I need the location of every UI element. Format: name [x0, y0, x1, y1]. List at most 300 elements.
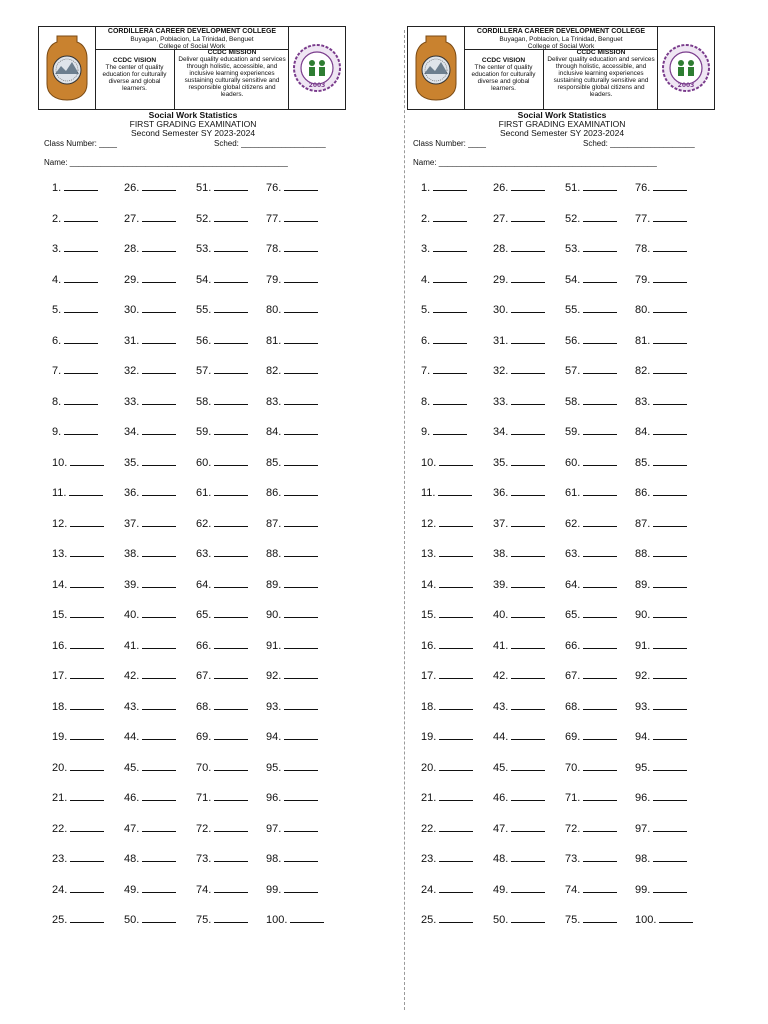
answer-blank-line[interactable]: [70, 546, 104, 557]
answer-blank-line[interactable]: [583, 668, 617, 679]
answer-item: [493, 180, 565, 211]
answer-blank-line[interactable]: [511, 455, 545, 466]
answer-blank-line[interactable]: [583, 729, 617, 740]
answer-blank-line[interactable]: [214, 333, 248, 344]
answer-number: 31.: [493, 334, 509, 347]
answer-blank-line[interactable]: [433, 424, 467, 435]
answer-blank-line[interactable]: [583, 394, 617, 405]
answer-blank-line[interactable]: [583, 455, 617, 466]
answer-blank-line[interactable]: [214, 699, 248, 710]
answer-blank-line[interactable]: [284, 485, 318, 496]
answer-blank-line[interactable]: [439, 516, 473, 527]
answer-blank-line[interactable]: [511, 272, 545, 283]
answer-number: 86.: [635, 487, 651, 499]
college-name-block: [464, 27, 658, 50]
answer-blank-line[interactable]: [290, 912, 324, 923]
answer-blank-line[interactable]: [142, 394, 176, 405]
answer-blank-line[interactable]: [583, 546, 617, 557]
answer-blank-line[interactable]: [284, 729, 318, 740]
answer-blank-line[interactable]: [511, 211, 545, 222]
answer-item: [52, 577, 124, 608]
answer-blank-line[interactable]: [511, 516, 545, 527]
answer-blank-line[interactable]: [142, 668, 176, 679]
answer-blank-line[interactable]: [64, 180, 98, 191]
answer-blank-line[interactable]: [64, 333, 98, 344]
answer-blank-line[interactable]: [511, 821, 545, 832]
answer-blank-line[interactable]: [142, 851, 176, 862]
answer-blank-line[interactable]: [439, 699, 473, 710]
answer-number: 56.: [565, 334, 581, 347]
answer-item: [124, 699, 196, 730]
answer-blank-line[interactable]: [653, 851, 687, 862]
answer-number: 45.: [493, 761, 509, 774]
answer-blank-line[interactable]: [284, 241, 318, 252]
answer-blank-line[interactable]: [653, 424, 687, 435]
answer-blank-line[interactable]: [70, 455, 104, 466]
answer-number: 66.: [196, 639, 212, 652]
answer-number: 8.: [52, 395, 62, 408]
answer-blank-line[interactable]: [583, 241, 617, 252]
answer-blank-line[interactable]: [214, 882, 248, 893]
answer-item: [635, 180, 707, 211]
answer-number: 26.: [124, 182, 140, 194]
answer-blank-line[interactable]: [214, 394, 248, 405]
answer-item: [266, 394, 338, 425]
answer-blank-line[interactable]: [583, 638, 617, 649]
answer-blank-line[interactable]: [142, 302, 176, 313]
answer-item: [493, 424, 565, 455]
answer-blank-line[interactable]: [583, 333, 617, 344]
answer-number: 83.: [635, 395, 651, 408]
vision-box: [464, 49, 544, 109]
answer-blank-line[interactable]: [511, 424, 545, 435]
answer-blank-line[interactable]: [439, 912, 473, 923]
answer-blank-line[interactable]: [511, 180, 545, 191]
answer-item: [635, 882, 707, 913]
answer-blank-line[interactable]: [583, 180, 617, 191]
answer-blank-line[interactable]: [583, 882, 617, 893]
name-field[interactable]: Name: _________________________________________________: [44, 158, 288, 167]
answer-blank-line[interactable]: [214, 729, 248, 740]
answer-blank-line[interactable]: [583, 272, 617, 283]
answer-number: 49.: [493, 883, 509, 896]
answer-blank-line[interactable]: [284, 302, 318, 313]
answer-item: [635, 638, 707, 669]
answer-blank-line[interactable]: [433, 241, 467, 252]
answer-blank-line[interactable]: [214, 638, 248, 649]
answer-blank-line[interactable]: [438, 485, 472, 496]
answer-blank-line[interactable]: [653, 241, 687, 252]
answer-blank-line[interactable]: [70, 821, 104, 832]
answer-blank-line[interactable]: [433, 180, 467, 191]
answer-blank-line[interactable]: [142, 699, 176, 710]
answer-blank-line[interactable]: [214, 668, 248, 679]
answer-item: [565, 272, 635, 303]
answer-blank-line[interactable]: [284, 394, 318, 405]
answer-blank-line[interactable]: [142, 912, 176, 923]
answer-blank-line[interactable]: [511, 241, 545, 252]
answer-blank-line[interactable]: [70, 882, 104, 893]
answer-blank-line[interactable]: [439, 882, 473, 893]
answer-blank-line[interactable]: [511, 546, 545, 557]
answer-item: [196, 699, 266, 730]
answer-item: [565, 851, 635, 882]
answer-blank-line[interactable]: [653, 790, 687, 801]
sched-field[interactable]: Sched: ___________________: [214, 139, 326, 148]
answer-blank-line[interactable]: [142, 424, 176, 435]
answer-blank-line[interactable]: [433, 363, 467, 374]
answer-item: [196, 241, 266, 272]
mission-text: Deliver quality education and services through holistic, accessible, and inclusive learning experiences sustaining culturally sensitive and responsible global citizens and leaders.: [547, 56, 655, 98]
answer-item: [565, 302, 635, 333]
answer-blank-line[interactable]: [439, 455, 473, 466]
answer-blank-line[interactable]: [653, 882, 687, 893]
answer-blank-line[interactable]: [439, 790, 473, 801]
answer-blank-line[interactable]: [214, 455, 248, 466]
answer-item: [196, 333, 266, 364]
answer-blank-line[interactable]: [142, 485, 176, 496]
answer-number: 76.: [635, 182, 651, 194]
answer-blank-line[interactable]: [433, 333, 467, 344]
answer-number: 59.: [565, 426, 581, 438]
answer-blank-line[interactable]: [214, 272, 248, 283]
answer-blank-line[interactable]: [439, 638, 473, 649]
answer-blank-line[interactable]: [433, 394, 467, 405]
answer-blank-line[interactable]: [653, 516, 687, 527]
answer-blank-line[interactable]: [214, 485, 248, 496]
answer-blank-line[interactable]: [284, 455, 318, 466]
answer-blank-line[interactable]: [284, 790, 318, 801]
answer-item: [52, 699, 124, 730]
answer-blank-line[interactable]: [284, 699, 318, 710]
answer-blank-line[interactable]: [70, 668, 104, 679]
answer-blank-line[interactable]: [142, 363, 176, 374]
answer-blank-line[interactable]: [439, 821, 473, 832]
answer-number: 78.: [266, 243, 282, 255]
answer-blank-line[interactable]: [511, 485, 545, 496]
answer-blank-line[interactable]: [214, 211, 248, 222]
answer-blank-line[interactable]: [142, 333, 176, 344]
answer-number: 90.: [635, 609, 651, 621]
answer-blank-line[interactable]: [583, 851, 617, 862]
answer-blank-line[interactable]: [653, 485, 687, 496]
answer-sheet-right: [407, 26, 717, 926]
answer-blank-line[interactable]: [70, 607, 104, 618]
answer-blank-line[interactable]: [214, 516, 248, 527]
answer-item: [52, 211, 124, 242]
answer-item: [266, 211, 338, 242]
answer-blank-line[interactable]: [653, 394, 687, 405]
answer-blank-line[interactable]: [284, 638, 318, 649]
answer-blank-line[interactable]: [653, 180, 687, 191]
answer-blank-line[interactable]: [214, 912, 248, 923]
answer-blank-line[interactable]: [511, 394, 545, 405]
mission-text: Deliver quality education and services through holistic, accessible, and inclusive learning experiences sustaining culturally sensitive and responsible global citizens and leaders.: [178, 56, 286, 98]
answer-number: 43.: [493, 700, 509, 713]
answer-number: 32.: [124, 365, 140, 377]
class-number-field[interactable]: Class Number: ____: [413, 139, 486, 148]
answer-blank-line[interactable]: [64, 272, 98, 283]
answer-blank-line[interactable]: [214, 577, 248, 588]
answer-number: 24.: [421, 883, 437, 896]
answer-blank-line[interactable]: [433, 211, 467, 222]
answer-blank-line[interactable]: [433, 272, 467, 283]
answer-item: [124, 729, 196, 760]
answer-blank-line[interactable]: [583, 577, 617, 588]
answer-blank-line[interactable]: [284, 851, 318, 862]
answer-number: 72.: [565, 822, 581, 835]
answer-item: [266, 516, 338, 547]
answer-number: 87.: [266, 517, 282, 530]
answer-blank-line[interactable]: [284, 363, 318, 374]
answer-blank-line[interactable]: [653, 211, 687, 222]
answer-blank-line[interactable]: [69, 485, 103, 496]
answer-item: [565, 821, 635, 852]
answer-item: [52, 912, 124, 943]
answer-number: 77.: [266, 212, 282, 225]
answer-blank-line[interactable]: [439, 729, 473, 740]
answer-item: [493, 302, 565, 333]
answer-item: [421, 241, 493, 272]
answer-blank-line[interactable]: [653, 546, 687, 557]
answer-blank-line[interactable]: [284, 577, 318, 588]
answer-number: 14.: [52, 578, 68, 591]
answer-item: [635, 272, 707, 303]
answer-blank-line[interactable]: [284, 760, 318, 771]
answer-blank-line[interactable]: [583, 760, 617, 771]
answer-number: 90.: [266, 609, 282, 621]
answer-blank-line[interactable]: [439, 546, 473, 557]
answer-blank-line[interactable]: [214, 180, 248, 191]
answer-blank-line[interactable]: [70, 851, 104, 862]
answer-blank-line[interactable]: [511, 363, 545, 374]
answer-blank-line[interactable]: [659, 912, 693, 923]
exam-title: FIRST GRADING EXAMINATION: [498, 119, 626, 129]
answer-item: [635, 455, 707, 486]
answer-item: [635, 241, 707, 272]
answer-blank-line[interactable]: [284, 211, 318, 222]
answer-number: 64.: [565, 578, 581, 591]
answer-blank-line[interactable]: [142, 241, 176, 252]
answer-blank-line[interactable]: [433, 302, 467, 313]
answer-blank-line[interactable]: [284, 607, 318, 618]
answer-blank-line[interactable]: [439, 607, 473, 618]
sched-field[interactable]: Sched: ___________________: [583, 139, 695, 148]
answer-blank-line[interactable]: [653, 638, 687, 649]
answer-blank-line[interactable]: [511, 668, 545, 679]
answer-blank-line[interactable]: [142, 272, 176, 283]
answer-blank-line[interactable]: [70, 729, 104, 740]
answer-blank-line[interactable]: [142, 455, 176, 466]
answer-blank-line[interactable]: [64, 241, 98, 252]
answer-blank-line[interactable]: [511, 790, 545, 801]
answer-number: 92.: [635, 670, 651, 682]
answer-blank-line[interactable]: [70, 516, 104, 527]
answer-blank-line[interactable]: [70, 699, 104, 710]
answer-blank-line[interactable]: [583, 302, 617, 313]
answer-blank-line[interactable]: [284, 424, 318, 435]
answer-blank-line[interactable]: [214, 821, 248, 832]
answer-blank-line[interactable]: [439, 668, 473, 679]
answer-blank-line[interactable]: [653, 668, 687, 679]
answer-blank-line[interactable]: [64, 302, 98, 313]
answer-blank-line[interactable]: [142, 729, 176, 740]
answer-blank-line[interactable]: [583, 699, 617, 710]
answer-blank-line[interactable]: [653, 455, 687, 466]
answer-blank-line[interactable]: [214, 546, 248, 557]
answer-blank-line[interactable]: [284, 272, 318, 283]
answer-blank-line[interactable]: [583, 790, 617, 801]
answer-number: 92.: [266, 670, 282, 682]
answer-item: [124, 333, 196, 364]
answer-blank-line[interactable]: [583, 607, 617, 618]
answer-blank-line[interactable]: [142, 180, 176, 191]
answer-blank-line[interactable]: [284, 668, 318, 679]
answer-blank-line[interactable]: [583, 485, 617, 496]
answer-item: [52, 668, 124, 699]
answer-number: 75.: [196, 914, 212, 926]
answer-item: [266, 485, 338, 516]
answer-blank-line[interactable]: [214, 607, 248, 618]
answer-blank-line[interactable]: [583, 363, 617, 374]
answer-blank-line[interactable]: [511, 638, 545, 649]
answer-blank-line[interactable]: [142, 638, 176, 649]
answer-blank-line[interactable]: [142, 607, 176, 618]
answer-item: [124, 668, 196, 699]
answer-number: 61.: [196, 487, 212, 499]
answer-number: 7.: [52, 365, 62, 377]
answer-blank-line[interactable]: [70, 912, 104, 923]
answer-blank-line[interactable]: [653, 760, 687, 771]
answer-blank-line[interactable]: [583, 912, 617, 923]
mission-title: CCDC MISSION: [576, 49, 626, 56]
answer-blank-line[interactable]: [653, 821, 687, 832]
answer-blank-line[interactable]: [284, 821, 318, 832]
answer-blank-line[interactable]: [653, 729, 687, 740]
answer-blank-line[interactable]: [284, 546, 318, 557]
answer-item: [266, 180, 338, 211]
answer-blank-line[interactable]: [511, 302, 545, 313]
college-department: College of Social Work: [527, 43, 595, 50]
answer-blank-line[interactable]: [142, 760, 176, 771]
answer-number: 21.: [421, 792, 437, 804]
answer-number: 16.: [421, 639, 437, 652]
answer-blank-line[interactable]: [70, 790, 104, 801]
name-field[interactable]: Name: _________________________________________________: [413, 158, 657, 167]
answer-item: [196, 302, 266, 333]
answer-blank-line[interactable]: [511, 912, 545, 923]
answer-blank-line[interactable]: [214, 363, 248, 374]
answer-number: 97.: [266, 822, 282, 835]
answer-blank-line[interactable]: [64, 363, 98, 374]
answer-blank-line[interactable]: [653, 302, 687, 313]
answer-blank-line[interactable]: [653, 607, 687, 618]
answer-blank-line[interactable]: [511, 699, 545, 710]
answer-blank-line[interactable]: [653, 272, 687, 283]
answer-item: [565, 638, 635, 669]
answer-item: [635, 302, 707, 333]
answer-blank-line[interactable]: [583, 424, 617, 435]
answer-item: [565, 211, 635, 242]
answer-blank-line[interactable]: [214, 760, 248, 771]
answer-item: [196, 882, 266, 913]
answer-blank-line[interactable]: [653, 699, 687, 710]
answer-blank-line[interactable]: [70, 638, 104, 649]
answer-number: 94.: [266, 731, 282, 743]
answer-blank-line[interactable]: [214, 241, 248, 252]
answer-blank-line[interactable]: [439, 577, 473, 588]
answer-number: 76.: [266, 182, 282, 194]
answer-item: [266, 668, 338, 699]
answer-blank-line[interactable]: [653, 363, 687, 374]
answer-blank-line[interactable]: [439, 760, 473, 771]
class-number-field[interactable]: Class Number: ____: [44, 139, 117, 148]
answer-blank-line[interactable]: [64, 211, 98, 222]
answer-blank-line[interactable]: [70, 760, 104, 771]
answer-blank-line[interactable]: [142, 211, 176, 222]
answer-blank-line[interactable]: [142, 516, 176, 527]
answer-number: 24.: [52, 883, 68, 896]
answer-blank-line[interactable]: [284, 882, 318, 893]
answer-blank-line[interactable]: [214, 851, 248, 862]
answer-blank-line[interactable]: [284, 180, 318, 191]
answer-blank-line[interactable]: [214, 302, 248, 313]
answer-blank-line[interactable]: [511, 333, 545, 344]
mission-box: [175, 49, 289, 109]
answer-item: [196, 912, 266, 943]
answer-number: 49.: [124, 883, 140, 896]
answer-blank-line[interactable]: [284, 333, 318, 344]
answer-blank-line[interactable]: [214, 424, 248, 435]
class-info-row: [407, 139, 717, 150]
answer-blank-line[interactable]: [142, 577, 176, 588]
answer-blank-line[interactable]: [511, 729, 545, 740]
answer-blank-line[interactable]: [142, 790, 176, 801]
answer-item: [124, 546, 196, 577]
answer-number: 73.: [565, 853, 581, 865]
answer-blank-line[interactable]: [653, 333, 687, 344]
answer-blank-line[interactable]: [142, 882, 176, 893]
mission-title: CCDC MISSION: [207, 49, 257, 56]
answer-blank-line[interactable]: [142, 821, 176, 832]
answer-blank-line[interactable]: [511, 577, 545, 588]
answer-blank-line[interactable]: [511, 607, 545, 618]
answer-item: [565, 668, 635, 699]
answer-blank-line[interactable]: [653, 577, 687, 588]
answer-blank-line[interactable]: [511, 760, 545, 771]
answer-number: 98.: [635, 853, 651, 865]
answer-blank-line[interactable]: [583, 516, 617, 527]
answer-number: 97.: [635, 822, 651, 835]
answer-blank-line[interactable]: [70, 577, 104, 588]
answer-blank-line[interactable]: [214, 790, 248, 801]
answer-number: 66.: [565, 639, 581, 652]
answer-blank-line[interactable]: [142, 546, 176, 557]
answer-blank-line[interactable]: [583, 821, 617, 832]
answer-blank-line[interactable]: [64, 424, 98, 435]
answer-number: 70.: [565, 761, 581, 774]
answer-number: 27.: [124, 212, 140, 225]
answer-blank-line[interactable]: [284, 516, 318, 527]
answer-blank-line[interactable]: [439, 851, 473, 862]
answer-number: 83.: [266, 395, 282, 408]
answer-item: [124, 211, 196, 242]
answer-blank-line[interactable]: [64, 394, 98, 405]
answer-blank-line[interactable]: [583, 211, 617, 222]
answer-item: [635, 516, 707, 547]
answer-blank-line[interactable]: [511, 882, 545, 893]
answer-blank-line[interactable]: [511, 851, 545, 862]
